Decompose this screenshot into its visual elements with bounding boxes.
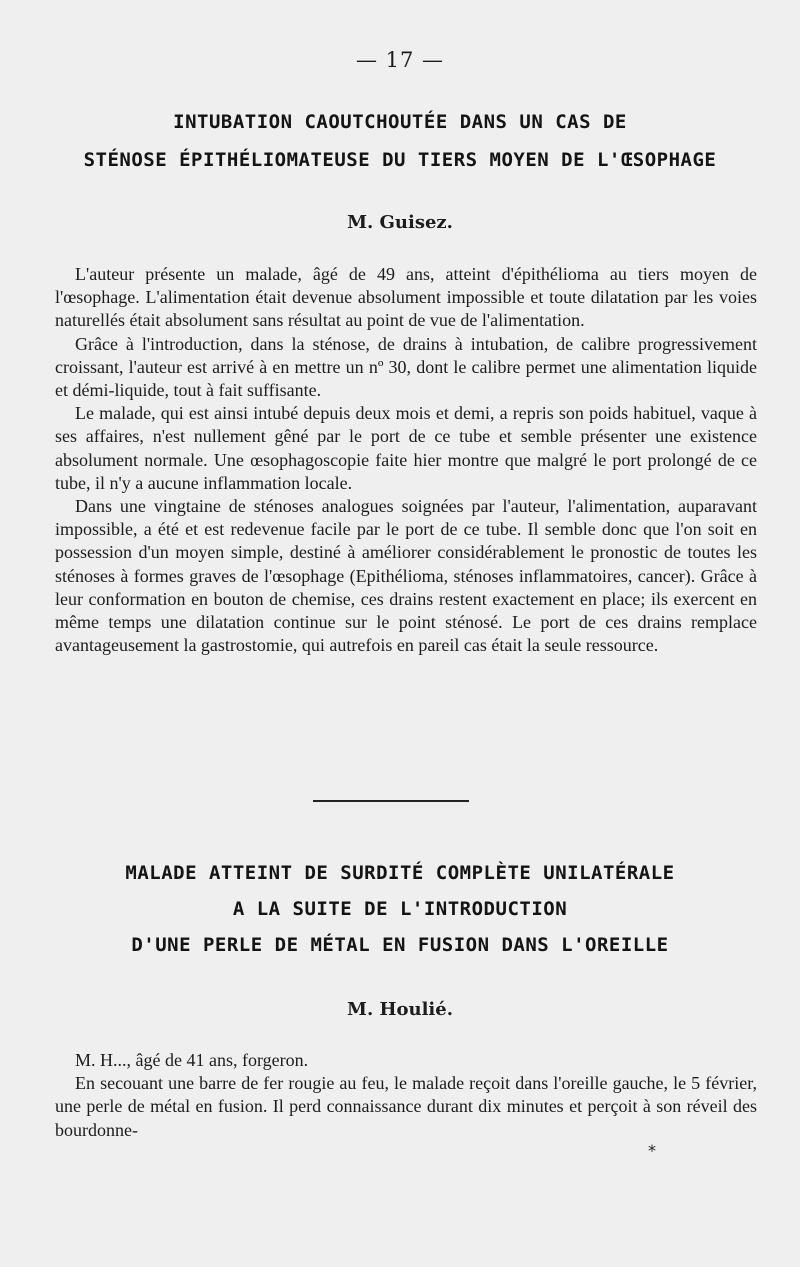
article-1-author: M. Guisez.: [347, 212, 453, 233]
article-1-title-line: STÉNOSE ÉPITHÉLIOMATEUSE DU TIERS MOYEN DE L'ŒSOPHAGE: [83, 149, 717, 171]
paragraph: Le malade, qui est ainsi intubé depuis deux mois et demi, a repris son poids habituel, vaque à ses affaires, n'est nullement gêné par le port de ce tube et semble présenter une existence absolument normale. Une œsophagoscopie faite hier montre que malgré le port prolongé de ce tube, il n'y a aucune inflammation locale.: [55, 403, 757, 493]
paragraph: Dans une vingtaine de sténoses analogues soignées par l'auteur, l'alimentation, auparavant impossible, a été et est redevenue facile par le port de ce tube. Il semble donc que l'on soit en possession d'un moyen simple, destiné à améliorer considérablement le pronostic de toutes les sténoses à formes graves de l'œsophage (Epithélioma, sténoses inflammatoires, cancer). Grâce à leur conformation en bouton de chemise, ces drains restent exactement en place; ils exercent en même temps une dilatation continue sur le point sténosé. Le port de ces drains remplace avantageusement la gastrostomie, qui autrefois en pareil cas était la seule ressource.: [55, 496, 757, 656]
article-1-body: [55, 263, 757, 657]
article-2-title-line: MALADE ATTEINT DE SURDITÉ COMPLÈTE UNILATÉRALE: [125, 862, 675, 884]
article-2-title-line: D'UNE PERLE DE MÉTAL EN FUSION DANS L'OREILLE: [131, 934, 669, 956]
article-1-title: [40, 103, 760, 179]
footer-mark: *: [648, 1141, 656, 1160]
article-2-body: [55, 1049, 757, 1142]
paragraph: M. H..., âgé de 41 ans, forgeron.: [75, 1050, 309, 1070]
article-2-title-line: A LA SUITE DE L'INTRODUCTION: [232, 898, 568, 920]
paragraph: En secouant une barre de fer rougie au feu, le malade reçoit dans l'oreille gauche, le 5 février, une perle de métal en fusion. Il perd connaissance durant dix minutes et perçoit à son réveil des bourdonne-: [55, 1073, 757, 1140]
article-2-title: [40, 855, 760, 963]
article-1-title-line: INTUBATION CAOUTCHOUTÉE DANS UN CAS DE: [173, 111, 627, 133]
section-divider: [313, 800, 469, 802]
paragraph: L'auteur présente un malade, âgé de 49 ans, atteint d'épithélioma au tiers moyen de l'œsophage. L'alimentation était devenue absolument impossible et toute dilatation par les voies naturellés était absolument sans résultat au point de vue de l'alimentation.: [55, 264, 757, 331]
page-number: — 17 —: [355, 48, 445, 72]
paragraph: Grâce à l'introduction, dans la sténose, de drains à intubation, de calibre progressivement croissant, l'auteur est arrivé à en mettre un nº 30, dont le calibre permet une alimentation liquide et démi-liquide, tout à fait suffisante.: [55, 333, 757, 401]
article-2-author: M. Houlié.: [347, 999, 453, 1020]
